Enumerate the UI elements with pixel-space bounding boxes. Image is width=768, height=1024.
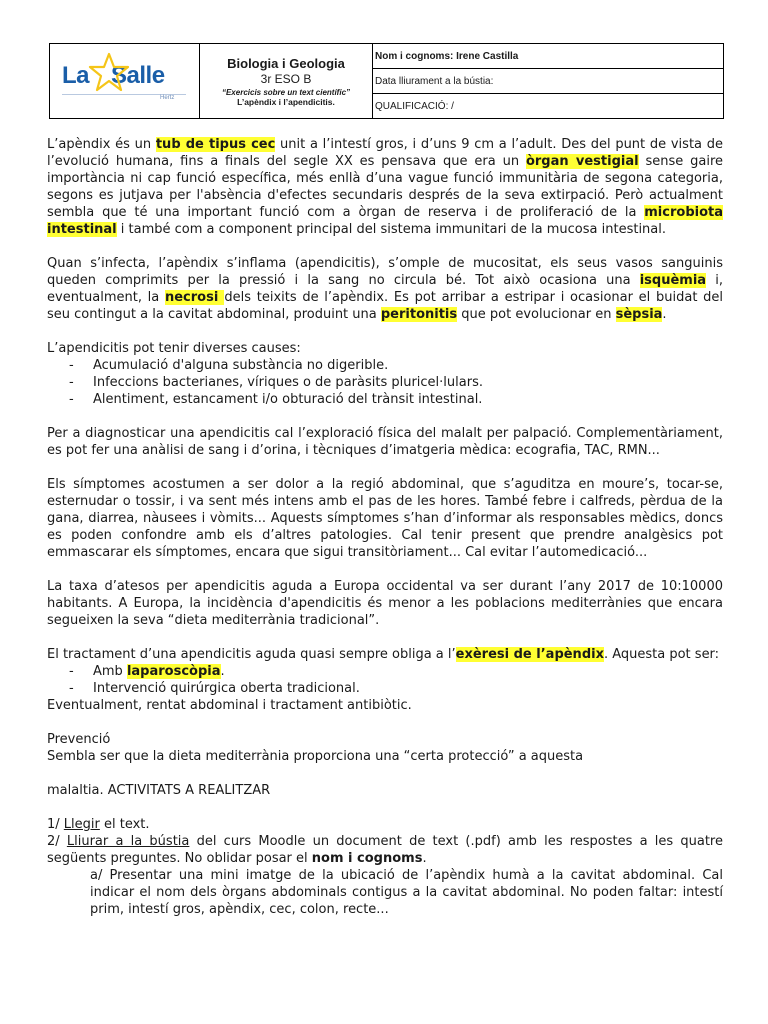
text: el text. bbox=[99, 817, 150, 832]
topic-title: L’apèndix i l’apendicitis. bbox=[237, 97, 335, 107]
highlight-term: tub de tipus cec bbox=[155, 137, 276, 152]
text: . bbox=[662, 307, 667, 322]
text: . bbox=[422, 851, 427, 866]
exercise-title: “Exercicis sobre un text científic” bbox=[221, 88, 351, 97]
text: del curs Moodle un document de text (.pdf) amb les respostes a les quatre següents preguntes. No oblidar posar el bbox=[47, 834, 723, 866]
prevention-title: Prevenció bbox=[47, 732, 111, 747]
text: Quan s’infecta, l’apèndix s’inflama (apendicitis), s’omple de mucositat, els seus vasos sanguinis queden comprimits per la pressió i la sang no circula bé. Tot això ocasiona una bbox=[47, 256, 723, 288]
list-item bbox=[47, 663, 723, 680]
underlined-term: Llegir bbox=[63, 817, 100, 832]
highlight-term: isquèmia bbox=[639, 273, 707, 288]
treatment-list bbox=[47, 663, 723, 697]
text: unit a l’intestí gros, i d’uns 9 cm a l’adult. Des del punt de vista de l’evolució humana, fins a finals del segle XX es pensava que era un bbox=[47, 137, 723, 169]
text: dels teixits de l’apèndix. Es pot arribar a estripar i ocasionar el buidat del seu contingut a la cavitat abdominal, produint una bbox=[47, 290, 723, 322]
highlight-term: laparoscòpia bbox=[126, 664, 221, 679]
prevention-continuation: malaltia. ACTIVITATS A REALITZAR bbox=[47, 783, 271, 798]
grade-field[interactable]: QUALIFICACIÓ: / bbox=[375, 100, 454, 112]
highlight-term: exèresi de l’apèndix bbox=[455, 647, 604, 662]
header-table bbox=[49, 43, 724, 119]
student-info-cell bbox=[373, 44, 723, 118]
bold-term: nom i cognoms bbox=[311, 851, 423, 866]
delivery-date-field[interactable]: Data lliurament a la bústia: bbox=[373, 69, 723, 94]
course-label: 3r ESO B bbox=[260, 72, 312, 86]
text: 1/ bbox=[47, 817, 64, 832]
logo-la: La bbox=[62, 62, 90, 89]
text: . bbox=[220, 664, 225, 679]
activity-2 bbox=[47, 833, 723, 867]
activity-1 bbox=[47, 816, 723, 833]
paragraph-appendix bbox=[47, 136, 723, 238]
causes-intro: L’apendicitis pot tenir diverses causes: bbox=[47, 341, 301, 356]
paragraph-diagnosis: Per a diagnosticar una apendicitis cal l’exploració física del malalt per palpació. Complementàriament, es pot fer una anàlisi de sang i d’orina, i tècniques d’imatgeria mèdica: ecografia, TAC, RMN... bbox=[47, 426, 723, 458]
highlight-term: peritonitis bbox=[380, 307, 458, 322]
underlined-term: Lliurar a la bústia bbox=[66, 834, 190, 849]
text: El tractament d’una apendicitis aguda quasi sempre obliga a l’ bbox=[47, 647, 456, 662]
logo-salle: Salle bbox=[111, 62, 165, 89]
text: que pot evolucionar en bbox=[457, 307, 616, 322]
list-item: - Acumulació d'alguna substància no digerible. bbox=[47, 357, 723, 374]
highlight-term: microbiota intestinal bbox=[47, 205, 723, 237]
treatment-after: Eventualment, rentat abdominal i tractament antibiòtic. bbox=[47, 698, 412, 713]
paragraph-symptoms: Els símptomes acostumen a ser dolor a la regió abdominal, que s’aguditza en moure’s, tocar-se, esternudar o tossir, i va sent més intens amb el pas de les hores. També febre i calfreds, pèrdua de la gana, diarrea, nàusees i vòmits... Aquests símptomes s’han d’informar als responsables mèdics, doncs es poden confondre amb els d’altres patologies. Cal tenir present que prendre analgèsics pot emmascarar els símptomes, encara que sigui transitòriament... Cal evitar l’automedicació... bbox=[47, 477, 723, 560]
document-body bbox=[47, 136, 723, 918]
logo-subtext: Hertz bbox=[160, 95, 175, 101]
text: . Aquesta pot ser: bbox=[603, 647, 720, 662]
subject-cell bbox=[200, 44, 373, 118]
causes-list bbox=[47, 357, 723, 408]
subject-title: Biologia i Geologia bbox=[227, 56, 345, 71]
question-a: a/ Presentar una mini imatge de la ubicació de l’apèndix humà a la cavitat abdominal. Cal indicar el nom dels òrgans abdominals contigus a la cavitat abdominal. No poden faltar: intestí prim, intestí gros, apèndix, cec, colon, recte... bbox=[90, 868, 723, 917]
highlight-term: sèpsia bbox=[615, 307, 663, 322]
text: i, eventualment, la bbox=[47, 273, 723, 305]
highlight-term: necrosi bbox=[164, 290, 225, 305]
list-item: - Infeccions bacterianes, víriques o de paràsits pluricel·lulars. bbox=[47, 374, 723, 391]
highlight-term: òrgan vestigial bbox=[525, 154, 639, 169]
text: i també com a component principal del sistema immunitari de la mucosa intestinal. bbox=[116, 222, 667, 237]
list-item: - Intervenció quirúrgica oberta tradicional. bbox=[47, 680, 723, 697]
list-item: - Alentiment, estancament i/o obturació del trànsit intestinal. bbox=[47, 391, 723, 408]
text: L’apèndix és un bbox=[47, 137, 156, 152]
star-icon bbox=[88, 52, 130, 92]
paragraph-incidence: La taxa d’atesos per apendicitis aguda a Europa occidental va ser durant l’any 2017 de 10:10000 habitants. A Europa, la incidència d'apendicitis és menor a les poblacions mediterrànies que encara segueixen la seva “dieta mediterrània tradicional”. bbox=[47, 579, 723, 628]
text: sense gaire importància ni cap funció específica, més enllà d’una vague funció immunitària de segona categoria, segons es jutjava per l'absència d'efectes secundaris després de la seva extirpació. Però actualment sembla que té una important funció com a òrgan de reserva i de proliferació de la bbox=[47, 154, 724, 220]
text: Amb bbox=[93, 664, 127, 679]
paragraph-treatment bbox=[47, 646, 723, 663]
student-name-field[interactable]: Nom i cognoms: Irene Castilla bbox=[373, 44, 723, 69]
school-logo bbox=[50, 44, 200, 118]
prevention-text: Sembla ser que la dieta mediterrània proporciona una “certa protecció” a aquesta bbox=[47, 749, 584, 764]
text: 2/ bbox=[47, 834, 67, 849]
paragraph-infection bbox=[47, 255, 723, 323]
